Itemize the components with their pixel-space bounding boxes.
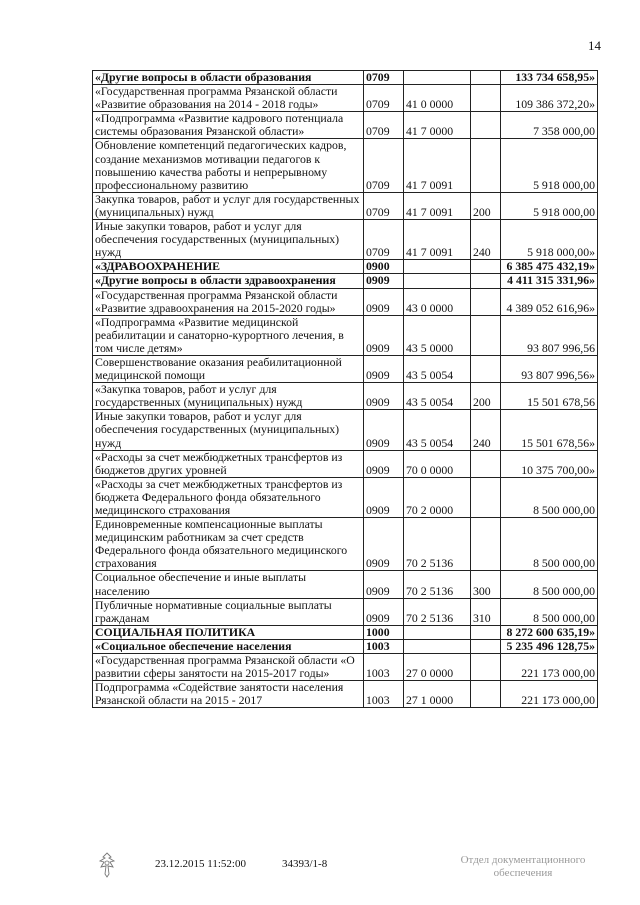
section-code-cell: 0909	[364, 518, 404, 571]
amount-cell: 133 734 658,95»	[501, 71, 598, 85]
expense-type-cell	[471, 112, 501, 139]
amount-cell: 8 500 000,00	[501, 598, 598, 625]
section-code-cell: 0909	[364, 598, 404, 625]
target-article-cell: 70 0 0000	[404, 450, 471, 477]
expense-type-cell: 240	[471, 410, 501, 450]
coat-of-arms-icon	[98, 852, 116, 883]
section-code-cell: 0709	[364, 139, 404, 192]
row-name-cell: «Другие вопросы в области здравоохранения	[93, 274, 364, 288]
section-code-cell: 0709	[364, 220, 404, 260]
section-code-cell: 0909	[364, 315, 404, 355]
row-name-cell: «Расходы за счет межбюджетных трансфертов из бюджета Федерального фонда обязательного медицинского страхования	[93, 477, 364, 517]
section-code-cell: 0709	[364, 71, 404, 85]
row-name-cell: Подпрограмма «Содействие занятости населения Рязанской области на 2015 - 2017	[93, 681, 364, 708]
expense-type-cell	[471, 681, 501, 708]
target-article-cell: 70 2 5136	[404, 571, 471, 598]
expense-type-cell	[471, 139, 501, 192]
expense-type-cell	[471, 71, 501, 85]
target-article-cell: 70 2 5136	[404, 598, 471, 625]
section-code-cell: 0909	[364, 410, 404, 450]
expense-type-cell: 310	[471, 598, 501, 625]
table-row	[93, 315, 598, 355]
section-code-cell: 0909	[364, 288, 404, 315]
footer-department	[448, 854, 598, 880]
table-row	[93, 260, 598, 274]
row-name-cell: Закупка товаров, работ и услуг для государственных (муниципальных) нужд	[93, 192, 364, 219]
amount-cell: 93 807 996,56»	[501, 355, 598, 382]
target-article-cell	[404, 625, 471, 639]
amount-cell: 221 173 000,00	[501, 681, 598, 708]
row-name-cell: Иные закупки товаров, работ и услуг для обеспечения государственных (муниципальных) нужд	[93, 220, 364, 260]
amount-cell: 8 500 000,00	[501, 518, 598, 571]
table-row	[93, 598, 598, 625]
table-row	[93, 518, 598, 571]
amount-cell: 8 272 600 635,19»	[501, 625, 598, 639]
expense-type-cell	[471, 518, 501, 571]
target-article-cell: 27 1 0000	[404, 681, 471, 708]
row-name-cell: Единовременные компенсационные выплаты медицинским работникам за счет средств Федерального фонда обязательного медицинского страхования	[93, 518, 364, 571]
section-code-cell: 0900	[364, 260, 404, 274]
table-row	[93, 220, 598, 260]
table-row	[93, 477, 598, 517]
expense-type-cell: 200	[471, 192, 501, 219]
target-article-cell: 27 0 0000	[404, 654, 471, 681]
target-article-cell: 41 7 0091	[404, 220, 471, 260]
expense-type-cell	[471, 654, 501, 681]
amount-cell: 15 501 678,56»	[501, 410, 598, 450]
footer-department-line2: обеспечения	[493, 867, 553, 879]
footer-datetime: 23.12.2015 11:52:00	[155, 858, 246, 870]
section-code-cell: 0909	[364, 477, 404, 517]
table-row	[93, 85, 598, 112]
table-row	[93, 450, 598, 477]
table-row	[93, 654, 598, 681]
target-article-cell: 41 0 0000	[404, 85, 471, 112]
table-row	[93, 625, 598, 639]
amount-cell: 109 386 372,20»	[501, 85, 598, 112]
row-name-cell: «Подпрограмма «Развитие медицинской реабилитации и санаторно-курортного лечения, в том числе детям»	[93, 315, 364, 355]
expense-type-cell	[471, 274, 501, 288]
row-name-cell: «Подпрограмма «Развитие кадрового потенциала системы образования Рязанской области»	[93, 112, 364, 139]
target-article-cell	[404, 639, 471, 653]
target-article-cell: 43 5 0054	[404, 355, 471, 382]
amount-cell: 6 385 475 432,19»	[501, 260, 598, 274]
row-name-cell: «Социальное обеспечение населения	[93, 639, 364, 653]
amount-cell: 93 807 996,56	[501, 315, 598, 355]
target-article-cell: 43 5 0054	[404, 383, 471, 410]
expense-type-cell	[471, 477, 501, 517]
section-code-cell: 0909	[364, 383, 404, 410]
expense-type-cell	[471, 355, 501, 382]
row-name-cell: «Закупка товаров, работ и услуг для государственных (муниципальных) нужд	[93, 383, 364, 410]
amount-cell: 8 500 000,00	[501, 477, 598, 517]
target-article-cell	[404, 260, 471, 274]
expense-type-cell	[471, 315, 501, 355]
target-article-cell: 43 5 0054	[404, 410, 471, 450]
amount-cell: 4 411 315 331,96»	[501, 274, 598, 288]
amount-cell: 5 918 000,00	[501, 192, 598, 219]
amount-cell: 5 235 496 128,75»	[501, 639, 598, 653]
table-row	[93, 681, 598, 708]
expense-type-cell	[471, 260, 501, 274]
expense-type-cell: 200	[471, 383, 501, 410]
expense-type-cell: 300	[471, 571, 501, 598]
section-code-cell: 1000	[364, 625, 404, 639]
expense-type-cell	[471, 288, 501, 315]
section-code-cell: 0709	[364, 192, 404, 219]
row-name-cell: Социальное обеспечение и иные выплаты населению	[93, 571, 364, 598]
section-code-cell: 0909	[364, 571, 404, 598]
footer-department-line1: Отдел документационного	[460, 854, 586, 866]
target-article-cell: 41 7 0091	[404, 192, 471, 219]
amount-cell: 5 918 000,00»	[501, 220, 598, 260]
section-code-cell: 0709	[364, 112, 404, 139]
expense-type-cell	[471, 450, 501, 477]
table-row	[93, 383, 598, 410]
table-row	[93, 639, 598, 653]
target-article-cell: 70 2 0000	[404, 477, 471, 517]
table-row	[93, 355, 598, 382]
table-row	[93, 288, 598, 315]
section-code-cell: 0709	[364, 85, 404, 112]
table-row	[93, 192, 598, 219]
target-article-cell: 43 5 0000	[404, 315, 471, 355]
table-row	[93, 274, 598, 288]
section-code-cell: 1003	[364, 639, 404, 653]
row-name-cell: Иные закупки товаров, работ и услуг для обеспечения государственных (муниципальных) нужд	[93, 410, 364, 450]
target-article-cell: 41 7 0000	[404, 112, 471, 139]
row-name-cell: «Государственная программа Рязанской области «Развитие здравоохранения на 2015-2020 годы»	[93, 288, 364, 315]
table-row	[93, 71, 598, 85]
expense-type-cell: 240	[471, 220, 501, 260]
amount-cell: 7 358 000,00	[501, 112, 598, 139]
section-code-cell: 1003	[364, 681, 404, 708]
budget-table-body	[93, 71, 598, 708]
row-name-cell: «Расходы за счет межбюджетных трансфертов из бюджетов других уровней	[93, 450, 364, 477]
footer-doc-code: 34393/1-8	[282, 858, 328, 870]
row-name-cell: «Другие вопросы в области образования	[93, 71, 364, 85]
expense-type-cell	[471, 625, 501, 639]
row-name-cell: «Государственная программа Рязанской области «О развитии сферы занятости на 2015-2017 годы»	[93, 654, 364, 681]
amount-cell: 10 375 700,00»	[501, 450, 598, 477]
section-code-cell: 0909	[364, 274, 404, 288]
row-name-cell: СОЦИАЛЬНАЯ ПОЛИТИКА	[93, 625, 364, 639]
page-number: 14	[588, 38, 601, 53]
target-article-cell	[404, 71, 471, 85]
expense-type-cell	[471, 85, 501, 112]
row-name-cell: «Государственная программа Рязанской области «Развитие образования на 2014 - 2018 годы»	[93, 85, 364, 112]
target-article-cell: 43 0 0000	[404, 288, 471, 315]
target-article-cell: 70 2 5136	[404, 518, 471, 571]
section-code-cell: 0909	[364, 355, 404, 382]
page-footer	[0, 852, 640, 902]
amount-cell: 15 501 678,56	[501, 383, 598, 410]
row-name-cell: Обновление компетенций педагогических кадров, создание механизмов мотивации педагогов к повышению качества работы и непрерывному профессиональному развитию	[93, 139, 364, 192]
table-row	[93, 112, 598, 139]
target-article-cell	[404, 274, 471, 288]
row-name-cell: Совершенствование оказания реабилитационной медицинской помощи	[93, 355, 364, 382]
amount-cell: 8 500 000,00	[501, 571, 598, 598]
target-article-cell: 41 7 0091	[404, 139, 471, 192]
section-code-cell: 1003	[364, 654, 404, 681]
amount-cell: 4 389 052 616,96»	[501, 288, 598, 315]
table-row	[93, 139, 598, 192]
budget-table	[92, 70, 598, 708]
amount-cell: 221 173 000,00	[501, 654, 598, 681]
row-name-cell: Публичные нормативные социальные выплаты гражданам	[93, 598, 364, 625]
table-row	[93, 571, 598, 598]
section-code-cell: 0909	[364, 450, 404, 477]
amount-cell: 5 918 000,00	[501, 139, 598, 192]
table-row	[93, 410, 598, 450]
row-name-cell: «ЗДРАВООХРАНЕНИЕ	[93, 260, 364, 274]
expense-type-cell	[471, 639, 501, 653]
